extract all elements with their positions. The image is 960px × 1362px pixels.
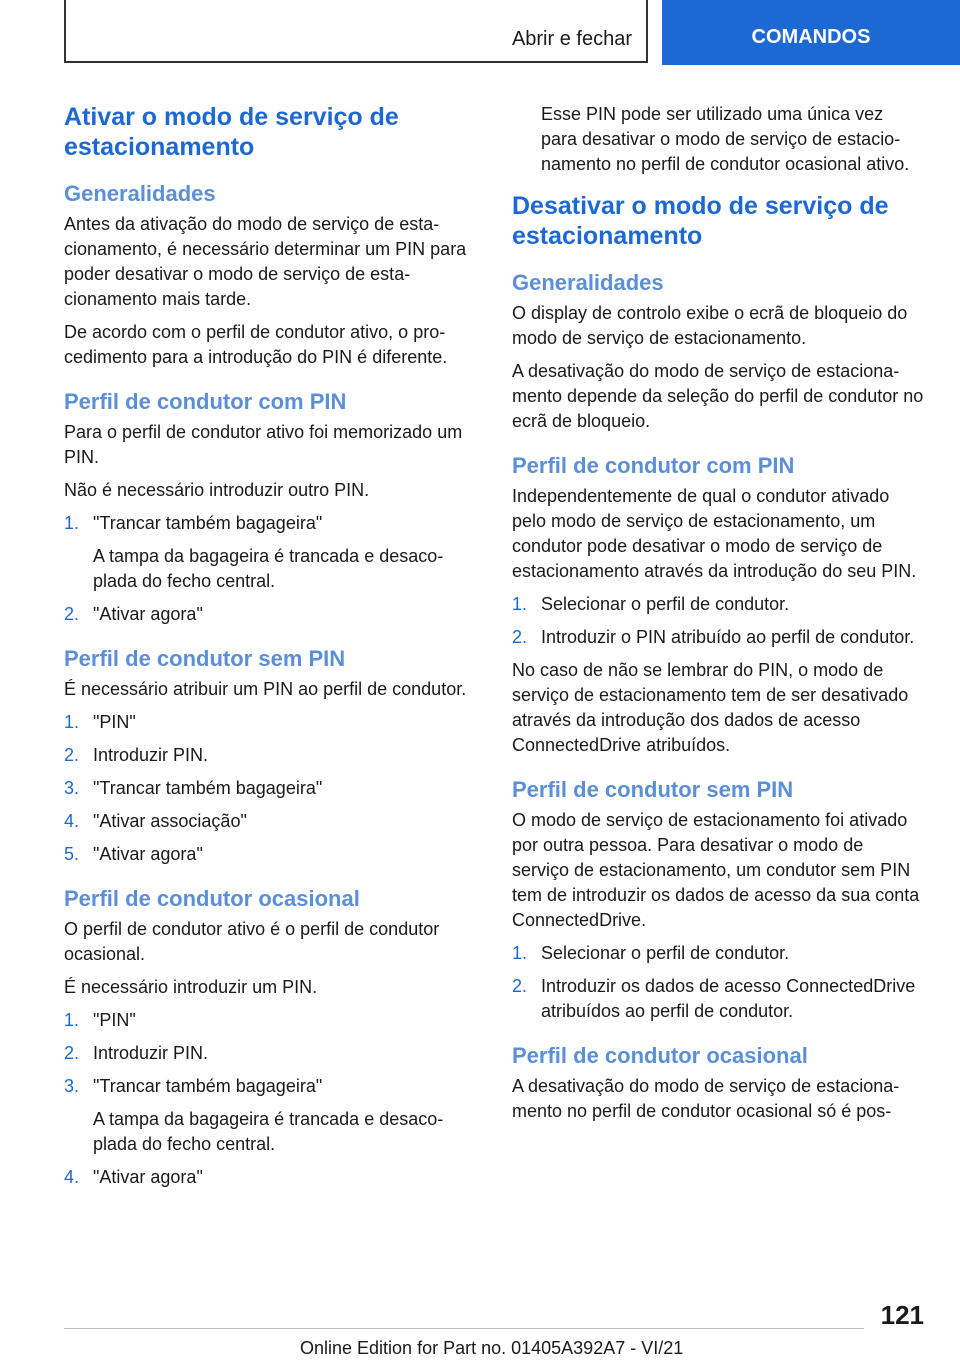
step-text: "Trancar também bagageira" <box>93 778 323 798</box>
list-item <box>64 743 476 768</box>
steps-list <box>64 1008 476 1190</box>
header-chapter-tab: COMANDOS <box>662 0 960 65</box>
heading-occasional: Perfil de condutor ocasional <box>64 886 360 911</box>
paragraph: O display de controlo exibe o ecrã de bloqueio do modo de serviço de estacionamento. <box>512 303 908 348</box>
list-item <box>64 776 476 801</box>
paragraph: É necessário atribuir um PIN ao perfil de condutor. <box>64 679 467 699</box>
step-subtext: A tampa da bagageira é trancada e desacoplada do fecho central. <box>93 1109 444 1154</box>
step-number: 1. <box>512 594 528 614</box>
list-item <box>64 602 476 627</box>
paragraph: No caso de não se lembrar do PIN, o modo de serviço de estacionamento tem de ser desativado através da introdução dos dados de acesso ConnectedDrive atribuídos. <box>512 660 909 755</box>
step-number: 5. <box>64 844 80 864</box>
steps-list <box>64 710 476 867</box>
step-text: Introduzir os dados de acesso ConnectedDrive atribuídos ao perfil de condutor. <box>541 976 916 1021</box>
section-title-activate: Ativar o modo de serviço de estacionamento <box>64 103 399 161</box>
left-column <box>64 102 476 1198</box>
step-number: 1. <box>64 1010 80 1030</box>
page-header <box>0 0 960 66</box>
paragraph: A desativação do modo de serviço de estacionamento no perfil de condutor ocasional só é pos- <box>512 1076 900 1121</box>
list-item <box>512 625 924 650</box>
step-number: 3. <box>64 778 80 798</box>
paragraph: De acordo com o perfil de condutor ativo, o procedimento para a introdução do PIN é diferente. <box>64 322 448 367</box>
list-item <box>64 710 476 735</box>
step-number: 2. <box>64 604 80 624</box>
list-item <box>512 592 924 617</box>
page-number: 121 <box>880 1300 924 1330</box>
edition-footer: Online Edition for Part no. 01405A392A7 - VI/21 <box>300 1338 684 1358</box>
step-number: 1. <box>64 513 80 533</box>
step-text: Selecionar o perfil de condutor. <box>541 943 790 963</box>
step-number: 3. <box>64 1076 80 1096</box>
footer-divider <box>64 1328 864 1329</box>
section-title-deactivate: Desativar o modo de serviço de estacionamento <box>512 192 889 250</box>
heading-with-pin: Perfil de condutor com PIN <box>64 389 347 414</box>
step-number: 1. <box>512 943 528 963</box>
paragraph: Antes da ativação do modo de serviço de estacionamento, é necessário determinar um PIN para poder desativar o modo de serviço de estacionamento mais tarde. <box>64 214 467 309</box>
paragraph: O modo de serviço de estacionamento foi ativado por outra pessoa. Para desativar o modo de serviço de estacionamento, um condutor sem PIN tem de introduzir os dados de acesso da sua conta ConnectedDrive. <box>512 810 920 930</box>
header-section-title: Abrir e fechar <box>511 28 632 50</box>
paragraph: O perfil de condutor ativo é o perfil de condutor ocasional. <box>64 919 440 964</box>
step-number: 4. <box>64 1167 80 1187</box>
list-item <box>512 974 924 1024</box>
step-text: "PIN" <box>93 1010 136 1030</box>
step-text: Selecionar o perfil de condutor. <box>541 594 790 614</box>
list-item <box>64 1074 476 1157</box>
heading-with-pin: Perfil de condutor com PIN <box>512 453 795 478</box>
step-text: "Trancar também bagageira" <box>93 513 323 533</box>
step-number: 2. <box>64 745 80 765</box>
step-subtext: A tampa da bagageira é trancada e desacoplada do fecho central. <box>93 546 444 591</box>
step-text: "Ativar agora" <box>93 1167 203 1187</box>
paragraph: Para o perfil de condutor ativo foi memorizado um PIN. <box>64 422 463 467</box>
step-number: 2. <box>512 976 528 996</box>
step-number: 2. <box>64 1043 80 1063</box>
step-text: "PIN" <box>93 712 136 732</box>
heading-without-pin: Perfil de condutor sem PIN <box>64 646 346 671</box>
step-text: Introduzir PIN. <box>93 1043 209 1063</box>
list-item <box>64 1165 476 1190</box>
step-number: 2. <box>512 627 528 647</box>
steps-list <box>512 941 924 1024</box>
list-item <box>512 941 924 966</box>
step-text: "Ativar agora" <box>93 844 203 864</box>
paragraph: Não é necessário introduzir outro PIN. <box>64 480 370 500</box>
continuation-paragraph: Esse PIN pode ser utilizado uma única vez para desativar o modo de serviço de estacionamento no perfil de condutor ocasional ativo. <box>541 104 910 174</box>
steps-list <box>64 511 476 627</box>
step-number: 4. <box>64 811 80 831</box>
step-text: Introduzir PIN. <box>93 745 209 765</box>
heading-general: Generalidades <box>512 270 664 295</box>
paragraph: A desativação do modo de serviço de estacionamento depende da seleção do perfil de condutor no ecrã de bloqueio. <box>512 361 924 431</box>
list-item <box>64 842 476 867</box>
right-column <box>512 102 924 1132</box>
heading-occasional: Perfil de condutor ocasional <box>512 1043 808 1068</box>
heading-general: Generalidades <box>64 181 216 206</box>
step-number: 1. <box>64 712 80 732</box>
header-section-box <box>64 0 648 63</box>
steps-list <box>512 592 924 650</box>
list-item <box>64 511 476 594</box>
step-text: Introduzir o PIN atribuído ao perfil de condutor. <box>541 627 915 647</box>
step-text: "Ativar associação" <box>93 811 247 831</box>
paragraph: Independentemente de qual o condutor ativado pelo modo de serviço de estacionamento, um condutor pode desativar o modo de serviço de estacionamento através da introdução do seu PIN. <box>512 486 917 581</box>
paragraph: É necessário introduzir um PIN. <box>64 977 318 997</box>
step-text: "Ativar agora" <box>93 604 203 624</box>
list-item <box>64 809 476 834</box>
heading-without-pin: Perfil de condutor sem PIN <box>512 777 794 802</box>
list-item <box>64 1008 476 1033</box>
list-item <box>64 1041 476 1066</box>
step-text: "Trancar também bagageira" <box>93 1076 323 1096</box>
